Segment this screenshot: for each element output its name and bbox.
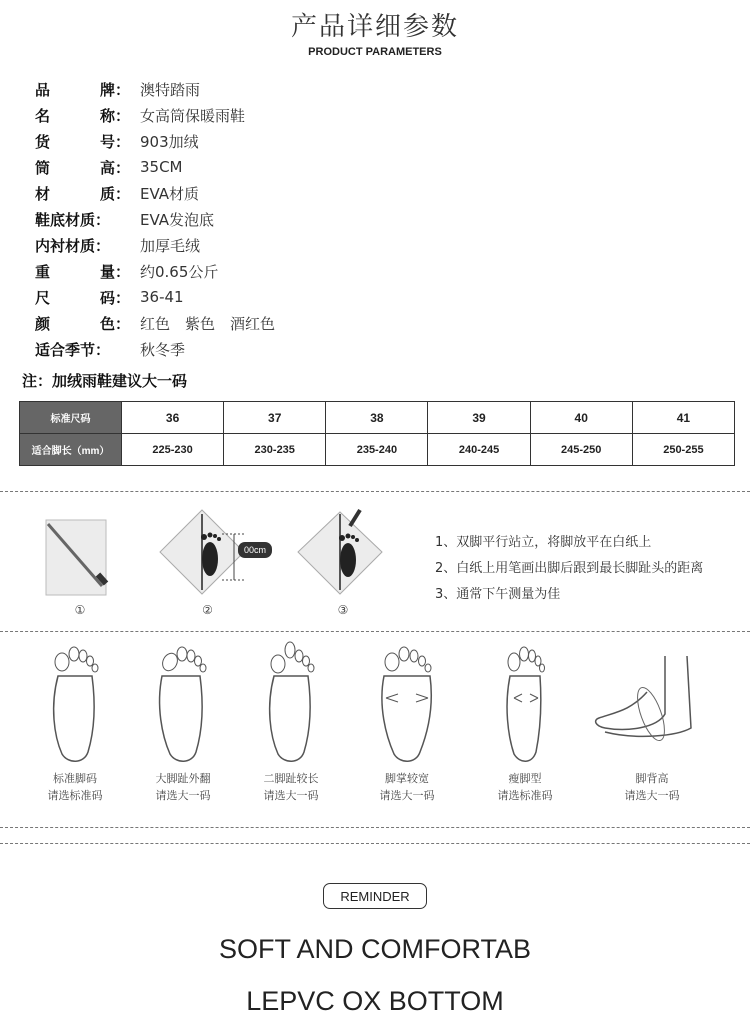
param-key: 尺 码： (35, 288, 130, 307)
measure-step-1 (40, 504, 120, 617)
measure-section (0, 500, 750, 630)
page-subtitle: PRODUCT PARAMETERS (308, 46, 442, 58)
tagline: SOFT AND COMFORTAB (218, 934, 532, 964)
param-value: 女高筒保暖雨鞋 (140, 106, 246, 125)
param-value: 903加绒 (140, 132, 199, 151)
param-value: 36-41 (140, 288, 184, 306)
size-note: 注：加绒雨鞋建议大一码 (22, 372, 188, 390)
foot-side-icon (587, 636, 717, 766)
divider (0, 491, 750, 492)
param-key: 颜 色： (35, 314, 130, 333)
measure-step-2 (160, 504, 266, 617)
size-cell: 40 (530, 402, 632, 434)
paper-pen-icon (40, 504, 120, 599)
page-header (0, 10, 750, 58)
param-key: 筒 高： (35, 158, 130, 177)
param-value: 红色 紫色 酒红色 (140, 314, 276, 333)
length-cell: 250-255 (632, 434, 734, 466)
step-number: ③ (337, 603, 349, 617)
length-cell: 225-230 (122, 434, 224, 466)
foot-type-wide (352, 636, 462, 804)
param-row-material (35, 180, 455, 206)
param-key: 品 牌： (35, 80, 130, 99)
size-cell: 36 (122, 402, 224, 434)
foot-outline-icon (40, 636, 110, 766)
param-row-season (35, 336, 455, 362)
foot-outline-icon (372, 636, 442, 766)
length-cell: 230-235 (224, 434, 326, 466)
length-header-cell: 适合脚长（mm） (20, 434, 122, 466)
foot-type-bunion (128, 636, 238, 804)
foot-caption: 二脚趾较长 请选大一码 (263, 772, 319, 802)
length-cell: 240-245 (428, 434, 530, 466)
param-value: 秋冬季 (140, 340, 186, 359)
param-row-shaft-height (35, 154, 455, 180)
length-cell: 235-240 (326, 434, 428, 466)
measure-instructions (435, 530, 703, 608)
foot-outline-icon (256, 636, 326, 766)
size-table (19, 401, 735, 466)
param-row-lining-material (35, 232, 455, 258)
instruction-item: 2、白纸上用笔画出脚后跟到最长脚趾头的距离 (435, 561, 704, 576)
param-key: 适合季节： (35, 340, 111, 359)
step-number: ② (202, 603, 213, 617)
ruler-label: 00cm (238, 542, 272, 558)
length-cell: 245-250 (530, 434, 632, 466)
table-row (20, 402, 735, 434)
param-row-color (35, 310, 455, 336)
foot-outline-icon (148, 636, 218, 766)
size-header-cell: 标准尺码 (20, 402, 122, 434)
param-key: 材 质： (35, 184, 130, 203)
param-row-item-no (35, 128, 455, 154)
param-value: 加厚毛绒 (140, 236, 201, 255)
size-cell: 39 (428, 402, 530, 434)
size-cell: 41 (632, 402, 734, 434)
foot-caption: 大脚趾外翻 请选大一码 (155, 772, 211, 802)
instruction-item: 3、通常下午测量为佳 (435, 587, 561, 602)
param-row-brand (35, 76, 455, 102)
table-row (20, 434, 735, 466)
reminder-badge: REMINDER (323, 883, 427, 909)
foot-type-standard (20, 636, 130, 804)
foot-caption: 瘦脚型 请选标准码 (497, 772, 553, 802)
foot-type-high-instep (582, 636, 722, 804)
foot-caption: 脚掌较宽 请选大一码 (379, 772, 435, 802)
param-value: 约0.65公斤 (140, 262, 219, 281)
param-value: EVA发泡底 (140, 210, 215, 229)
param-key: 货 号： (35, 132, 130, 151)
size-cell: 38 (326, 402, 428, 434)
measure-step-3 (298, 504, 388, 617)
divider (0, 827, 750, 828)
param-key: 重 量： (35, 262, 130, 281)
foot-trace-icon (298, 504, 388, 599)
param-value: 35CM (140, 158, 183, 176)
foot-type-long-second-toe (236, 636, 346, 804)
param-value: 澳特踏雨 (140, 80, 201, 99)
foot-caption: 标准脚码 请选标准码 (47, 772, 103, 802)
instruction-item: 1、双脚平行站立，将脚放平在白纸上 (435, 535, 652, 550)
page-title: 产品详细参数 (290, 12, 459, 42)
foot-caption: 脚背高 请选大一码 (624, 772, 680, 802)
divider (0, 843, 750, 844)
size-cell: 37 (224, 402, 326, 434)
param-value: EVA材质 (140, 184, 200, 203)
tagline-second: LEPVC OX BOTTOM (246, 986, 504, 1016)
param-row-sole-material (35, 206, 455, 232)
foot-type-section (0, 636, 750, 826)
foot-outline-icon (490, 636, 560, 766)
parameter-list (35, 76, 455, 362)
param-row-size (35, 284, 455, 310)
param-row-weight (35, 258, 455, 284)
step-number: ① (74, 603, 86, 617)
divider (0, 631, 750, 632)
param-key: 内衬材质： (35, 236, 111, 255)
param-key: 鞋底材质： (35, 210, 111, 229)
param-key: 名 称： (35, 106, 130, 125)
foot-type-narrow (470, 636, 580, 804)
param-row-name (35, 102, 455, 128)
